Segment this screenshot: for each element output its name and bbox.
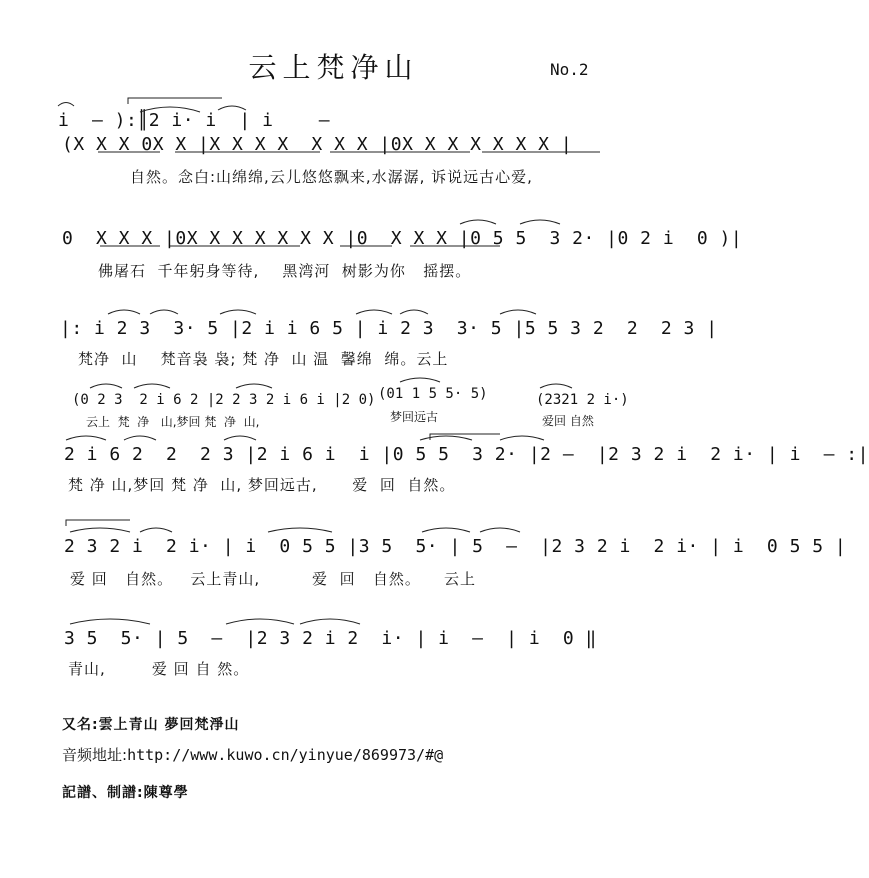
- alias-line: 又名:雲上青山 夢回梵淨山: [62, 717, 240, 733]
- audio-url[interactable]: http://www.kuwo.cn/yinyue/869973/#@: [127, 746, 444, 764]
- notation-line-3: 0 X X X |0X X X X X X X |0 X X X |0 5 5 3 2· |0 2 i 0 )|: [62, 228, 743, 249]
- small-lyric-2: 梦回远古: [390, 410, 439, 424]
- volta-bracket: [128, 98, 222, 104]
- lyric-line-5: 梵 净 山,梦回 梵 净 山, 梦回远古, 爱 回 自然。: [68, 476, 456, 494]
- slur-mark: [218, 106, 246, 110]
- notation-line-6: 2 3 2 i 2 i· | i 0 5 5 |3 5 5· | 5 – |2 3 2 i 2 i· | i 0 5 5 |: [64, 536, 847, 557]
- credit-line: 記譜、制譜:陳尊學: [62, 785, 189, 801]
- volta-bracket: [430, 434, 500, 440]
- tune-number: No.2: [550, 60, 589, 79]
- lyric-line-2: 自然。念白:山绵绵,云儿悠悠飘来,水潺潺, 诉说远古心爱,: [130, 168, 533, 186]
- lyric-line-7: 青山, 爱 回 自 然。: [68, 660, 250, 678]
- notation-line-2: (X X X 0X X |X X X X X X X |0X X X X X X X |: [62, 134, 573, 155]
- small-notation-1: (0 2 3 2 i 6 2 |2 2 3 2 i 6 i |2 0): [72, 392, 376, 408]
- notation-line-4: |: i 2 3 3· 5 |2 i i 6 5 | i 2 3 3· 5 |5 5 3 2 2 2 3 |: [60, 318, 718, 339]
- lyric-line-4: 梵净 山 梵音袅 袅; 梵 净 山 温 馨绵 绵。云上: [78, 350, 449, 368]
- small-notation-3: (2321 2 i·): [536, 392, 629, 408]
- page-title: 云上梵净山: [248, 51, 419, 84]
- slur-mark: [140, 107, 200, 112]
- audio-url-line: [62, 744, 443, 765]
- volta-bracket: [66, 520, 130, 526]
- lyric-line-3: 佛屠石 千年躬身等待, 黑湾河 树影为你 摇摆。: [98, 262, 472, 280]
- small-notation-2: (01 1 5 5· 5): [378, 386, 488, 402]
- small-lyric-1: 云上 梵 净 山,梦回 梵 净 山,: [86, 415, 260, 429]
- audio-url-label: 音频地址:: [62, 746, 128, 764]
- notation-line-5: 2 i 6 2 2 2 3 |2 i 6 i i |0 5 5 3 2· |2 – |2 3 2 i 2 i· | i – :|: [64, 444, 869, 465]
- slur-mark: [460, 220, 560, 224]
- notation-line-1: i – ):║2 i· i | i –: [58, 110, 331, 131]
- slur-mark: [58, 103, 74, 107]
- small-lyric-3: 爱回 自然: [542, 414, 594, 428]
- notation-line-7: 3 5 5· | 5 – |2 3 2 i 2 i· | i – | i 0 ‖: [64, 628, 597, 649]
- slur-mark: [70, 619, 360, 624]
- slur-mark: [90, 378, 572, 388]
- slur-mark: [66, 436, 544, 440]
- slur-mark: [108, 310, 536, 314]
- lyric-line-6: 爱 回 自然。 云上青山, 爱 回 自然。 云上: [70, 570, 476, 588]
- slur-mark: [70, 528, 520, 532]
